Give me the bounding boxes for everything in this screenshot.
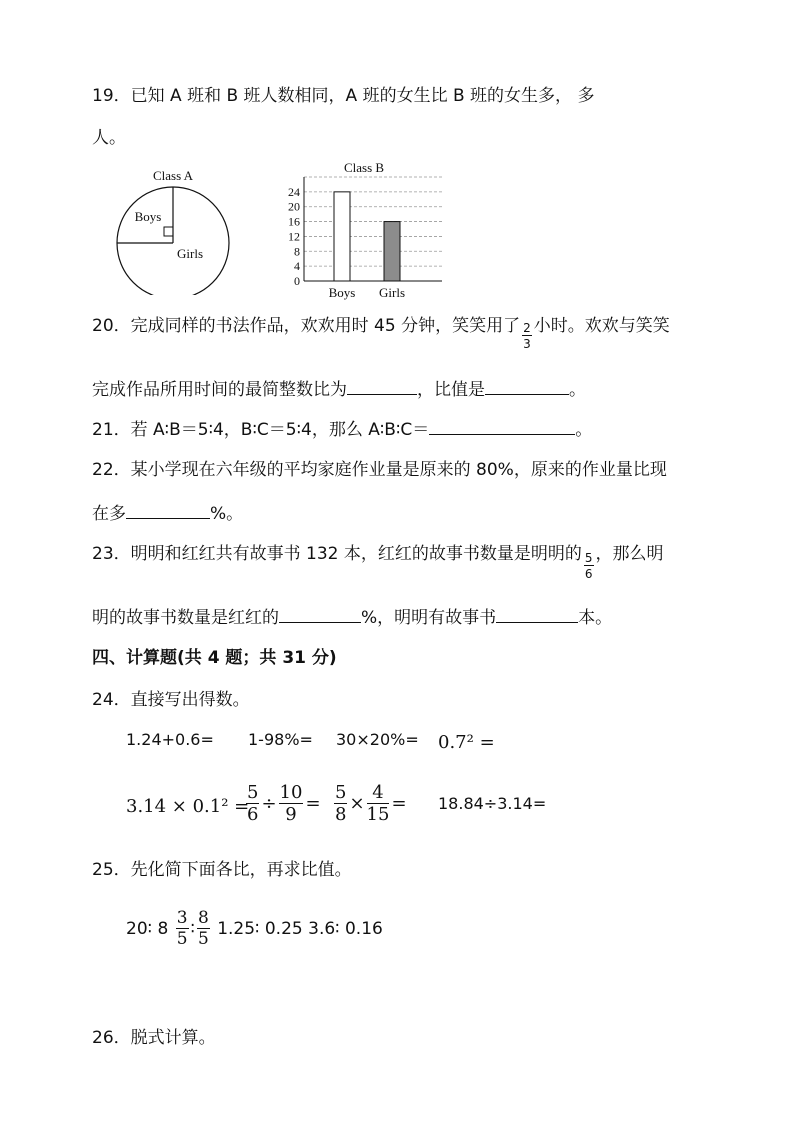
q24-expr-7: $\frac{5}{8}$ × $\frac{4}{15}$ = <box>335 782 407 825</box>
pie-label-boys: Boys <box>134 209 162 224</box>
q24-expr-6: $\frac{5}{6}$ ÷ $\frac{10}{9}$ = <box>247 782 321 825</box>
class-b-bar-chart <box>282 155 452 305</box>
q25-ratios: 20∶ 8 $\frac{3}{5}$ ∶ $\frac{8}{5}$ 1.25∶ 0.25 3.6∶ 0.16 <box>126 908 383 949</box>
pie-label-girls: Girls <box>177 246 203 261</box>
answer-blank-abc[interactable] <box>429 416 575 435</box>
y-tick-24: 24 <box>288 184 300 199</box>
y-tick-16: 16 <box>288 214 300 229</box>
bar-title: Class B <box>343 160 385 175</box>
y-tick-8: 8 <box>294 244 300 259</box>
fraction-two-thirds: $\frac{2}{3}$ <box>523 321 531 351</box>
answer-blank-ratio[interactable] <box>347 376 417 395</box>
question-19-line2: 人。 <box>92 128 126 148</box>
q25-fraction-3-5: $\frac{3}{5}$ <box>176 908 188 949</box>
q24-fraction-10-9: $\frac{10}{9}$ <box>279 782 303 825</box>
question-19-line1: 19．已知 A 班和 B 班人数相同，A 班的女生比 B 班的女生多， 多 <box>92 86 595 106</box>
question-20-line2: 完成作品所用时间的最简整数比为 ，比值是 。 <box>92 376 586 402</box>
question-22-line2: 在多 %。 <box>92 500 243 526</box>
q25-ratio-3: 1.25∶ 0.25 <box>217 919 303 939</box>
q25-fraction-8-5: $\frac{8}{5}$ <box>197 908 209 949</box>
x-label-girls: Girls <box>379 285 405 300</box>
y-tick-20: 20 <box>288 199 300 214</box>
y-tick-0: 0 <box>294 274 300 288</box>
q25-ratio-4: 3.6∶ 0.16 <box>308 919 383 939</box>
q24-expr-2: 1-98%= <box>248 730 313 749</box>
question-26-title: 26．脱式计算。 <box>92 1028 216 1048</box>
bar-boys <box>334 192 350 281</box>
q24-expr-4: 0.7² = <box>438 732 495 753</box>
question-20-line1: 20．完成同样的书法作品，欢欢用时 45 分钟，笑笑用了 $\frac{2}{3}$ 小时。欢欢与笑笑 <box>92 316 670 351</box>
question-24-title: 24．直接写出得数。 <box>92 690 250 710</box>
y-tick-12: 12 <box>288 229 300 244</box>
question-23-line2: 明的故事书数量是红红的 %，明明有故事书 本。 <box>92 604 612 630</box>
right-angle-mark <box>164 227 173 236</box>
q24-expr-5: 3.14 × 0.1² = <box>126 796 250 817</box>
question-21: 21．若 A∶B＝5∶4，B∶C＝5∶4，那么 A∶B∶C＝ 。 <box>92 416 592 442</box>
fraction-five-sixths: $\frac{5}{6}$ <box>584 551 593 581</box>
question-25-title: 25．先化简下面各比，再求比值。 <box>92 860 352 880</box>
answer-blank-percent[interactable] <box>126 500 210 519</box>
q24-fraction-4-15: $\frac{4}{15}$ <box>366 782 390 825</box>
answer-blank-books[interactable] <box>496 604 578 623</box>
q24-fraction-5-8: $\frac{5}{8}$ <box>335 782 347 825</box>
bar-girls <box>384 222 400 281</box>
q24-expr-1: 1.24+0.6= <box>126 730 214 749</box>
q24-expr-8: 18.84÷3.14= <box>438 794 547 813</box>
class-a-pie-chart <box>110 160 250 295</box>
question-23-line1: 23．明明和红红共有故事书 132 本，红红的故事书数量是明明的 $\frac{5}{6}$ ，那么明 <box>92 544 664 581</box>
answer-blank-percent-of-red[interactable] <box>279 604 361 623</box>
section-4-title: 四、计算题(共 4 题；共 31 分) <box>92 648 337 668</box>
pie-title: Class A <box>152 168 194 183</box>
x-label-boys: Boys <box>328 285 356 300</box>
y-tick-4: 4 <box>294 259 300 274</box>
q25-ratio-1: 20∶ 8 <box>126 919 169 939</box>
q24-fraction-5-6: $\frac{5}{6}$ <box>247 782 259 825</box>
q24-expr-3: 30×20%= <box>336 730 419 749</box>
answer-blank-value[interactable] <box>485 376 569 395</box>
question-22-line1: 22．某小学现在六年级的平均家庭作业量是原来的 80%，原来的作业量比现 <box>92 460 667 480</box>
